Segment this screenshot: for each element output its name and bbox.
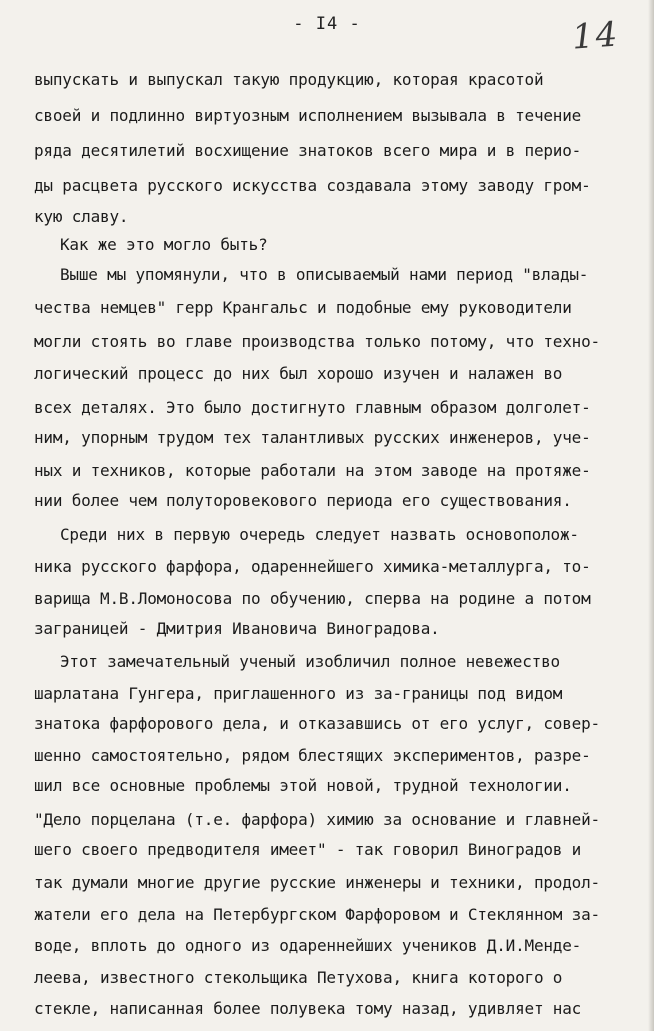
text-line: ним, упорным трудом тех талантливых русских инженеров, уче- <box>34 428 591 447</box>
text-line: Этот замечательный ученый изобличил полное невежество <box>60 652 560 671</box>
text-line: шего своего предводителя имеет" - так говорил Виноградов и <box>34 840 582 859</box>
text-line: кую славу. <box>34 207 129 226</box>
text-line: шил все основные проблемы этой новой, трудной технологии. <box>34 776 572 795</box>
text-line: своей и подлинно виртуозным исполнением вызывала в течение <box>34 106 582 125</box>
handwritten-page-number: 14 <box>570 14 621 58</box>
text-line: всех деталях. Это было достигнуто главным образом долголет- <box>34 398 591 417</box>
page-edge-shadow <box>648 0 654 1031</box>
text-line: леева, известного стекольщика Петухова, книга которого о <box>34 968 563 987</box>
text-line: "Дело порцелана (т.е. фарфора) химию за основание и главней- <box>34 810 600 829</box>
text-line: так думали многие другие русские инженеры и техники, продол- <box>34 873 600 892</box>
text-line: ды расцвета русского искусства создавала этому заводу гром- <box>34 176 591 195</box>
text-line: ника русского фарфора, одареннейшего химика-металлурга, то- <box>34 557 591 576</box>
text-line: воде, вплоть до одного из одареннейших учеников Д.И.Менде- <box>34 936 582 955</box>
text-line: жатели его дела на Петербургском Фарфоровом и Стеклянном за- <box>34 905 600 924</box>
text-line: Как же это могло быть? <box>60 235 268 254</box>
text-line: логический процесс до них был хорошо изучен и налажен во <box>34 364 563 383</box>
text-line: варища М.В.Ломоносова по обучению, сперва на родине а потом <box>34 589 591 608</box>
text-line: шарлатана Гунгера, приглашенного из за-границы под видом <box>34 684 563 703</box>
text-line: могли стоять во главе производства только потому, что техно- <box>34 332 600 351</box>
text-line: Выше мы упомянули, что в описываемый нами период "влады- <box>60 265 589 284</box>
text-line: нии более чем полуторовекового периода его существования. <box>34 491 572 510</box>
text-line: знатока фарфорового дела, и отказавшись от его услуг, совер- <box>34 714 600 733</box>
text-line: ряда десятилетий восхищение знатоков всего мира и в перио- <box>34 141 582 160</box>
text-line: шенно самостоятельно, рядом блестящих экспериментов, разре- <box>34 746 591 765</box>
text-line: заграницей - Дмитрия Ивановича Виноградова. <box>34 619 440 638</box>
text-line: Среди них в первую очередь следует назвать основополож- <box>60 525 579 544</box>
text-line: выпускать и выпускал такую продукцию, которая красотой <box>34 70 544 89</box>
text-line: чества немцев" герр Крангальс и подобные ему руководители <box>34 298 572 317</box>
text-line: стекле, написанная более полувека тому назад, удивляет нас <box>34 999 582 1018</box>
page-number: - I4 - <box>293 14 361 34</box>
text-line: ных и техников, которые работали на этом заводе на протяже- <box>34 461 591 480</box>
